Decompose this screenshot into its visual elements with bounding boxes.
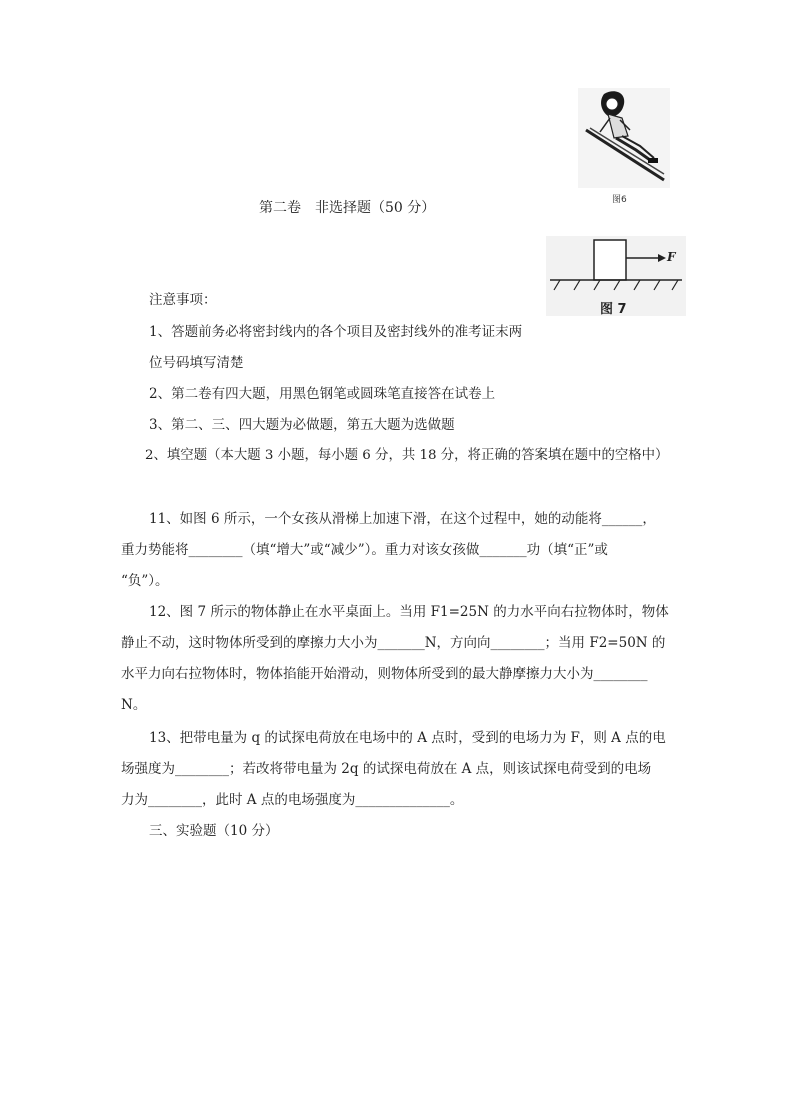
notice-item: 3、第二、三、四大题为必做题，第五大题为选做题 bbox=[149, 417, 455, 433]
experiment-heading: 三、实验题（10 分） bbox=[149, 823, 279, 839]
question-12-line: 水平力向右拉物体时，物体掐能开始滑动，则物体所受到的最大静摩擦力大小为________ bbox=[121, 666, 648, 682]
question-11-line: 重力势能将________（填“增大”或“减少”）。重力对该女孩做_______功（填“正”或 bbox=[121, 542, 608, 558]
question-11-line: 11、如图 6 所示，一个女孩从滑梯上加速下滑，在这个过程中，她的动能将______， bbox=[149, 511, 656, 527]
notice-heading: 注意事项： bbox=[149, 292, 217, 308]
question-12-line: N。 bbox=[121, 697, 147, 713]
slide-girl-illustration bbox=[578, 88, 670, 188]
section-title: 第二卷 非选择题（50 分） bbox=[259, 200, 436, 216]
figure-7 bbox=[546, 236, 686, 316]
question-13-line: 13、把带电量为 q 的试探电荷放在电场中的 A 点时，受到的电场力为 F，则 A 点的电 bbox=[149, 730, 666, 746]
figure-6-caption: 图6 bbox=[612, 195, 627, 205]
figure-7-caption: 图 7 bbox=[600, 302, 627, 317]
force-label: F bbox=[667, 250, 676, 264]
figure-6 bbox=[578, 88, 670, 206]
notice-item: 2、第二卷有四大题，用黑色钢笔或圆珠笔直接答在试卷上 bbox=[149, 386, 496, 402]
notice-item: 位号码填写清楚 bbox=[149, 355, 244, 371]
question-13-line: 场强度为________；若改将带电量为 2q 的试探电荷放在 A 点，则该试探电荷受到的电场 bbox=[121, 761, 652, 777]
question-12-line: 12、图 7 所示的物体静止在水平桌面上。当用 F1=25N 的力水平向右拉物体时，物体 bbox=[149, 604, 669, 620]
question-13-line: 力为________，此时 A 点的电场强度为______________。 bbox=[121, 792, 464, 808]
fill-section-heading: 2、填空题（本大题 3 小题，每小题 6 分，共 18 分，将正确的答案填在题中的空格中） bbox=[145, 448, 669, 463]
question-11-line: “负”）。 bbox=[121, 573, 169, 589]
question-12-line: 静止不动，这时物体所受到的摩擦力大小为_______N，方向向________；当用 F2=50N 的 bbox=[121, 635, 666, 651]
notice-item: 1、答题前务必将密封线内的各个项目及密封线外的准考证末两 bbox=[149, 324, 523, 340]
